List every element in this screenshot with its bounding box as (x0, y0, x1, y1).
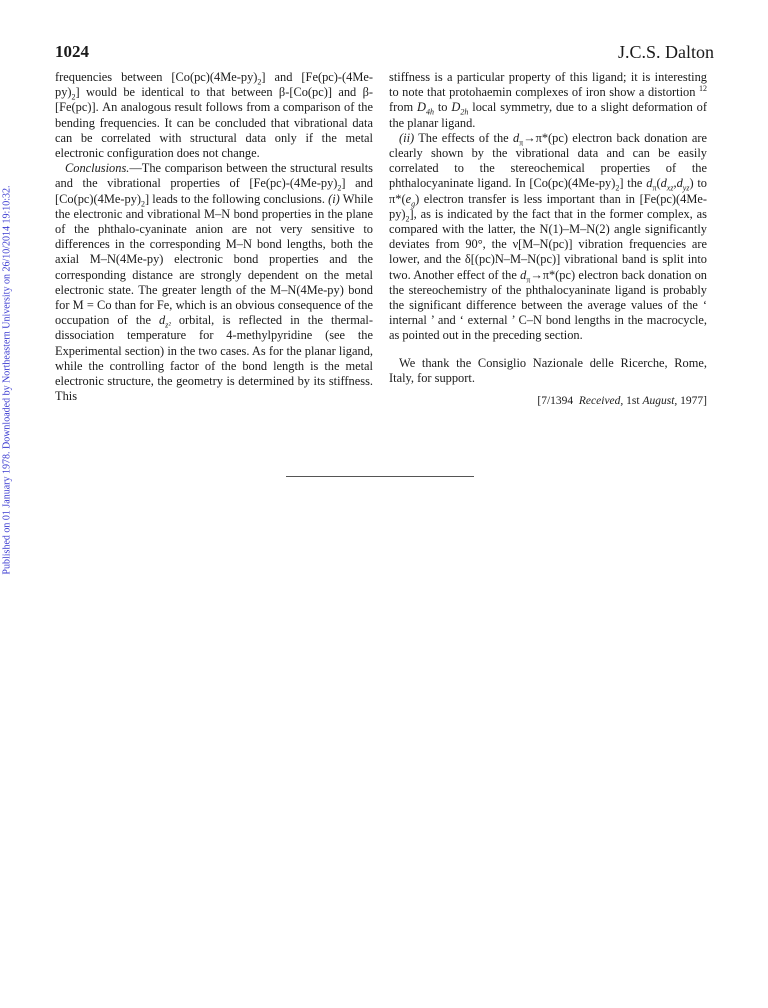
reference-12: 12 (699, 84, 707, 94)
right-column (389, 70, 707, 409)
page-header (55, 42, 714, 66)
download-notice (0, 150, 14, 610)
paragraph-back-donation: (ii) The effects of the $d_\pi\to\pi*(pc)$ electron back donation are clearly shown by the vibrational data and can be easily correlated to the stereochemical properties of the phthalocyaninate ligand. In $[Co(pc)(4Me-py)_2]$ the $d_\pi(d_{xz},d_{yz})$ to $\pi*(e_g)$ electron transfer is less important than in $[Fe(pc)(4Me-py)_2]$, as is indicated by the fact that in the former complex, as compared with the latter, the N(1)–M–N(2) angle significantly deviates from 90°, the ν[M–N(pc)] vibration frequencies are lower, and the δ[(pc)N–M–N(pc)] vibrational band is split into two. Another effect of the $d_\pi\to\pi*(pc)$ electron back donation on the stereochemistry of the phthalocyaninate ligand is probably the significant difference between the average values of the ‘ internal ’ and ‘ external ’ C–N bond lengths in the macrocycle, as pointed out in the preceding section. (389, 130, 707, 343)
paragraph-frequencies: frequencies between $[Co(pc)(4Me-py)_2]$ and $[Fe(pc)-(4Me-py)_2]$ would be identical to that between β-[Co(pc)] and β-[Fe(pc)]. An analogous result follows from a comparison of the bending frequencies. It can be concluded that vibrational data can be correlated with structural data only if the metal electronic configuration does not change. (55, 70, 373, 161)
received-date: [7/1394 Received, 1st August, 1977] (537, 395, 707, 408)
left-column (55, 70, 373, 404)
paragraph-stiffness: stiffness is a particular property of this ligand; it is interesting to note that protohaemin complexes of iron show a distortion $^{12}$ from $D_{4h}$ to $D_{2h}$ local symmetry, due to a slight deformation of the planar ligand. (389, 70, 707, 130)
page-number: 1024 (55, 42, 89, 61)
journal-running-head: J.C.S. Dalton (617, 42, 714, 62)
download-notice-text: Published on 01 January 1978. Downloaded by Northeastern University on 26/10/2014 19:10:32. (1, 185, 13, 575)
end-rule (286, 476, 474, 477)
conclusions-heading: Conclusions. (65, 161, 130, 176)
paragraph-conclusions: Conclusions.—The comparison between the structural results and the vibrational properties of $[Fe(pc)-(4Me-py)_2]$ and $[Co(pc)(4Me-py)_2]$ leads to the following conclusions. (i) While the electronic and vibrational M–N bond properties in the plane of the phthalo-cyaninate anion are not very sensitive to differences in the corresponding M–N bond lengths, both the axial M–N(4Me-py) electronic bond properties and the corresponding distance are strongly dependent on the metal electronic state. The greater length of the M–N(4Me-py) bond for M = Co than for Fe, which is an obvious consequence of the occupation of the $d_{z^2}$ orbital, is reflected in the thermal-dissociation temperature for 4-methylpyridine (see the Experimental section) in the two cases. As for the planar ligand, while the controlling factor of the bond length is the metal electronic structure, the geometry is determined by its stiffness. This (55, 161, 374, 404)
acknowledgement: We thank the Consiglio Nazionale delle Ricerche, Rome, Italy, for support. (389, 355, 707, 385)
